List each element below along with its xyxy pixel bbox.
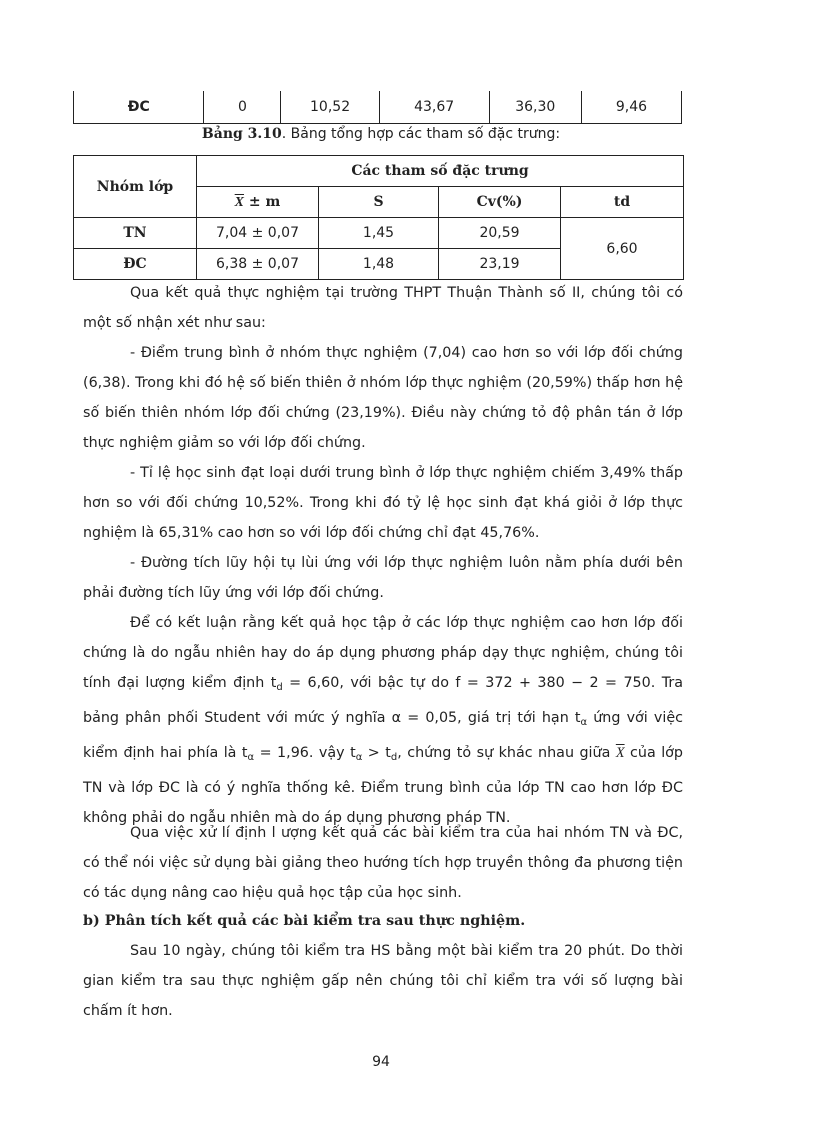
paragraph-mean-comparison: - Điểm trung bình ở nhóm thực nghiệm (7,04) cao hơn so với lớp đối chứng (6,38). Trong khi đó hệ số biến thiên ở nhóm lớp thực nghiệm (20,59%) thấp hơn hệ số biến thiên nhóm lớp đối chứng (23,19%). Điều này chứng tỏ độ phân tán ở lớp thực nghiệm giảm so với lớp đối chứng. <box>83 345 683 451</box>
span-header: Các tham số đặc trưng <box>197 156 684 187</box>
table-cell: 9,46 <box>581 91 681 124</box>
section-heading: b) Phân tích kết quả các bài kiểm tra sau thực nghiệm. <box>83 913 526 929</box>
paragraph-hypothesis-test <box>83 608 683 833</box>
cv-header: Cv(%) <box>439 187 561 218</box>
cv-cell: 20,59 <box>439 218 561 249</box>
s-cell: 1,48 <box>319 249 439 280</box>
paragraph-post-test: Sau 10 ngày, chúng tôi kiểm tra HS bằng một bài kiểm tra 20 phút. Do thời gian kiểm tra sau thực nghiệm gấp nên chúng tôi chỉ kiểm tra với số lượng bài chấm ít hơn. <box>83 943 683 1019</box>
table-row <box>74 91 682 124</box>
paragraph-rate-comparison: - Tỉ lệ học sinh đạt loại dưới trung bình ở lớp thực nghiệm chiếm 3,49% thấp hơn so với đối chứng 10,52%. Trong khi đó tỷ lệ học sinh đạt khá giỏi ở lớp thực nghiệm là 65,31% cao hơn so với lớp đối chứng chỉ đạt 45,76%. <box>83 465 683 541</box>
text-run: = 6,60, với bậc tự do f = 372 + 380 − 2 = 750. Tra bảng phân phối Student với mức ý nghĩa α = 0,05, giá trị tới hạn t <box>83 675 683 726</box>
col-group-header: Nhóm lớp <box>74 156 197 218</box>
s-cell: 1,45 <box>319 218 439 249</box>
table-cell: 43,67 <box>379 91 489 124</box>
parameters-table <box>73 155 684 280</box>
table-header-row <box>74 156 684 187</box>
table-cell: 36,30 <box>489 91 581 124</box>
table-caption <box>0 126 762 142</box>
paragraph-conclusion: Qua việc xử lí định l ượng kết quả các bài kiểm tra của hai nhóm TN và ĐC, có thể nói việc sử dụng bài giảng theo hướng tích hợp truyền thông đa phương tiện có tác dụng nâng cao hiệu quả học tập của học sinh. <box>83 825 683 901</box>
text-run: = 1,96. vậy t <box>254 745 356 761</box>
table-cell: 10,52 <box>281 91 379 124</box>
subscript: d <box>390 752 398 763</box>
caption-text: . Bảng tổng hợp các tham số đặc trưng: <box>281 126 561 142</box>
subscript: α <box>247 752 255 763</box>
cv-cell: 23,19 <box>439 249 561 280</box>
table-cell: 0 <box>204 91 281 124</box>
group-cell: ĐC <box>74 249 197 280</box>
mean-header <box>197 187 319 218</box>
mean-cell: 6,38 ± 0,07 <box>197 249 319 280</box>
td-cell: 6,60 <box>561 218 684 280</box>
distribution-table-tail <box>73 91 682 124</box>
text-run: , chứng tỏ sự khác nhau giữa <box>397 745 616 761</box>
paragraph-cumulative-curve: - Đường tích lũy hội tụ lùi ứng với lớp thực nghiệm luôn nằm phía dưới bên phải đường tích lũy ứng với lớp đối chứng. <box>83 555 683 601</box>
group-cell: TN <box>74 218 197 249</box>
s-header: S <box>319 187 439 218</box>
subscript: α <box>580 717 588 728</box>
subscript: α <box>355 752 363 763</box>
table-cell: ĐC <box>74 91 204 124</box>
paragraph-observations-intro: Qua kết quả thực nghiệm tại trường THPT Thuận Thành số II, chúng tôi có một số nhận xét như sau: <box>83 285 683 331</box>
subscript: d <box>276 682 283 693</box>
caption-label: Bảng 3.10 <box>201 126 282 142</box>
td-header: td <box>561 187 684 218</box>
mean-cell: 7,04 ± 0,07 <box>197 218 319 249</box>
mean-suffix: ± m <box>244 193 281 210</box>
x-bar-symbol: $\overline{X}$ <box>615 745 625 761</box>
text-run: ứng với việc kiểm định hai phía là t <box>83 710 683 761</box>
x-bar-symbol: $\overline{X}$ <box>234 194 245 210</box>
text-run: > t <box>362 745 391 761</box>
text-run: của lớp TN và lớp ĐC là có ý nghĩa thống kê. Điểm trung bình của lớp TN cao hơn lớp ĐC không phải do ngẫu nhiên mà do áp dụng phương pháp TN. <box>83 745 683 826</box>
table-row <box>74 218 684 249</box>
page-number: 94 <box>372 1054 390 1070</box>
text-run: Để có kết luận rằng kết quả học tập ở các lớp thực nghiệm cao hơn lớp đối chứng là do ngẫu nhiên hay do áp dụng phương pháp dạy thực nghiệm, chúng tôi tính đại lượng kiểm định t <box>83 615 683 691</box>
